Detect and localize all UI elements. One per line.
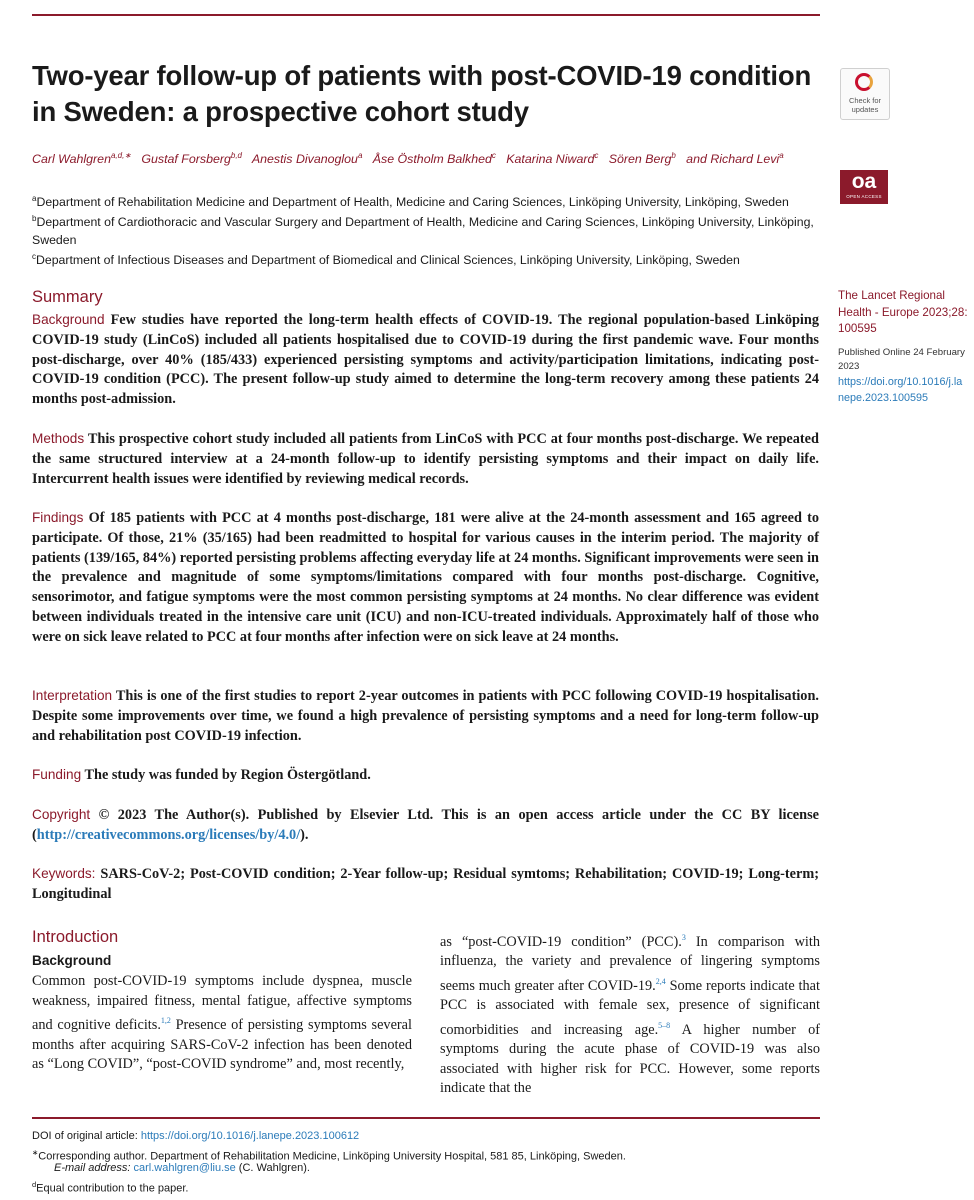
summary-funding: Funding The study was funded by Region Östergötland. xyxy=(32,767,371,783)
citation-ref[interactable]: 1,2 xyxy=(160,1016,171,1026)
citation-ref[interactable]: 5–8 xyxy=(658,1020,671,1030)
intro-left-column: Common post-COVID-19 symptoms include dyspnea, muscle weakness, impaired fitness, mental fatigue, affective symptoms and cognitive deficits.$^{1,2}$ Presence of persisting symptoms several months after acquiring SARS-CoV-2 infection has been denoted as “Long COVID”, “post-COVID syndrome” and, most recently, xyxy=(32,973,412,1073)
journal-sidebar xyxy=(838,288,968,406)
author[interactable]: Gustaf Forsberg xyxy=(141,152,231,167)
summary-interpretation: Interpretation This is one of the first studies to report 2-year outcomes in patients with PCC following COVID-19 hospitalisation. Despite some improvements over time, we found a high prevalence of persisting symptoms and a need for long-term follow-up and rehabilitation post COVID-19 infection. xyxy=(32,688,819,744)
journal-citation: The Lancet Regional Health - Europe 2023;28: 100595 xyxy=(838,289,968,335)
footnote-equal-contribution: $^d$Equal contribution to the paper. xyxy=(32,1180,189,1195)
top-rule xyxy=(32,14,820,16)
affiliation: $^c$Department of Infectious Diseases and Department of Biomedical and Clinical Sciences, Linköping University, Linköping, Sweden xyxy=(32,252,740,268)
license-link[interactable]: http://creativecommons.org/licenses/by/4.0/ xyxy=(36,826,301,843)
check-updates-icon xyxy=(855,73,873,91)
introduction-heading: Introduction xyxy=(32,928,119,946)
background-subheading: Background xyxy=(32,953,112,968)
author[interactable]: Åse Östholm Balkhed xyxy=(372,152,492,167)
email-link[interactable]: carl.wahlgren@liu.se xyxy=(133,1162,236,1174)
footnote-corresponding: ∗Corresponding author. Department of Rehabilitation Medicine, Linköping University Hospital, 581 85, Linköping, Sweden. xyxy=(32,1148,626,1163)
publication-date: Published Online 24 February 2023 xyxy=(838,346,965,372)
summary-heading: Summary xyxy=(32,288,103,306)
doi-link[interactable]: https://doi.org/10.1016/j.lanepe.2023.100595 xyxy=(838,375,963,404)
author[interactable]: Anestis Divanoglou xyxy=(251,152,358,167)
summary-background: Background Few studies have reported the long-term health effects of COVID-19. The regional population-based Linköping COVID-19 study (LinCoS) included all patients hospitalised due to COVID-19 during the first pandemic wave. Four months post-discharge, over 40% (185/433) experienced persisting symptoms and activity/participation limitations, indicating post-COVID-19 condition (PCC). The present follow-up study aimed to determine the long-term recovery among these patients 24 months post-admission. xyxy=(32,312,819,408)
footnote-doi: DOI of original article: https://doi.org/10.1016/j.lanepe.2023.100612 xyxy=(32,1130,360,1142)
author-list: Carl Wahlgren$^{a,d,∗}$ Gustaf Forsberg$^{b,d}$ Anestis Divanoglou$^a$ Åse Östholm Balkhed$^c$ Katarina Niward$^c$ Sören Berg$^b$ and Richard Levi$^a$ xyxy=(32,151,784,167)
author[interactable]: Katarina Niward xyxy=(506,152,595,167)
open-access-logo: oa OPEN ACCESS xyxy=(840,170,888,204)
summary-methods: Methods This prospective cohort study included all patients from LinCoS with PCC at four months post-discharge. We repeated the same structured interview at a 24-month follow-up to identify persisting symptoms and their impact on daily life. Intercurrent health issues were identified by reviewing medical records. xyxy=(32,431,819,487)
intro-right-column: as “post-COVID-19 condition” (PCC).$^3$ In comparison with influenza, the variety and prevalence of lingering symptoms seems much greater after COVID-19.$^{2,4}$ Some reports indicate that PCC is associated with female sex, presence of significant comorbidities and increasing age.$^{5-8}$ A higher number of symptoms during the acute phase of COVID-19 was also associated with higher risk for PCC. However, some reports indicate that the xyxy=(440,933,821,1097)
original-article-doi-link[interactable]: https://doi.org/10.1016/j.lanepe.2023.100612 xyxy=(140,1130,360,1142)
keywords: Keywords: SARS-CoV-2; Post-COVID condition; 2-Year follow-up; Residual symtoms; Rehabilitation; COVID-19; Long-term; Longitudinal xyxy=(32,866,819,902)
author[interactable]: Carl Wahlgren xyxy=(32,152,111,167)
affiliation: $^b$Department of Cardiothoracic and Vascular Surgery and Department of Health, Medicine and Caring Sciences, Linköping University, Linköping, Sweden xyxy=(32,214,814,248)
author[interactable]: Sören Berg xyxy=(608,152,672,167)
summary-findings: Findings Of 185 patients with PCC at 4 months post-discharge, 181 were alive at the 24-month assessment and 165 agreed to participate. Of those, 21% (35/165) had been readmitted to hospital for various causes in the interim period. The majority of patients (139/165, 84%) reported persisting problems affecting everyday life at 24 months. Significant improvements were seen in the prevalence and magnitude of some symptoms/limitations compared with four months post-discharge. Cognitive, sensorimotor, and fatigue symptoms were the most common persisting symptoms at 24 months. No clear difference was evident between individuals treated in the intensive care unit (ICU) and non-ICU-treated individuals. Approximately half of those who were on sick leave related to PCC at four months after infection were on sick leave at 24 months. xyxy=(32,510,819,645)
affiliation: $^a$Department of Rehabilitation Medicine and Department of Health, Medicine and Caring Sciences, Linköping University, Linköping, Sweden xyxy=(32,194,789,210)
footnote-rule xyxy=(32,1117,820,1119)
article-title: Two-year follow-up of patients with post-COVID-19 condition in Sweden: a prospective cohort study xyxy=(32,60,812,127)
citation-ref[interactable]: 2,4 xyxy=(655,976,666,986)
author[interactable]: Richard Levi xyxy=(710,152,780,167)
citation-ref[interactable]: 3 xyxy=(681,933,686,942)
footnote-email: E-mail address: carl.wahlgren@liu.se (C. Wahlgren). xyxy=(54,1162,310,1174)
summary-copyright: Copyright © 2023 The Author(s). Published by Elsevier Ltd. This is an open access article under the CC BY license (http://creativecommons.org/licenses/by/4.0/). xyxy=(32,807,819,843)
check-for-updates-button[interactable]: Check for updates xyxy=(840,68,890,120)
